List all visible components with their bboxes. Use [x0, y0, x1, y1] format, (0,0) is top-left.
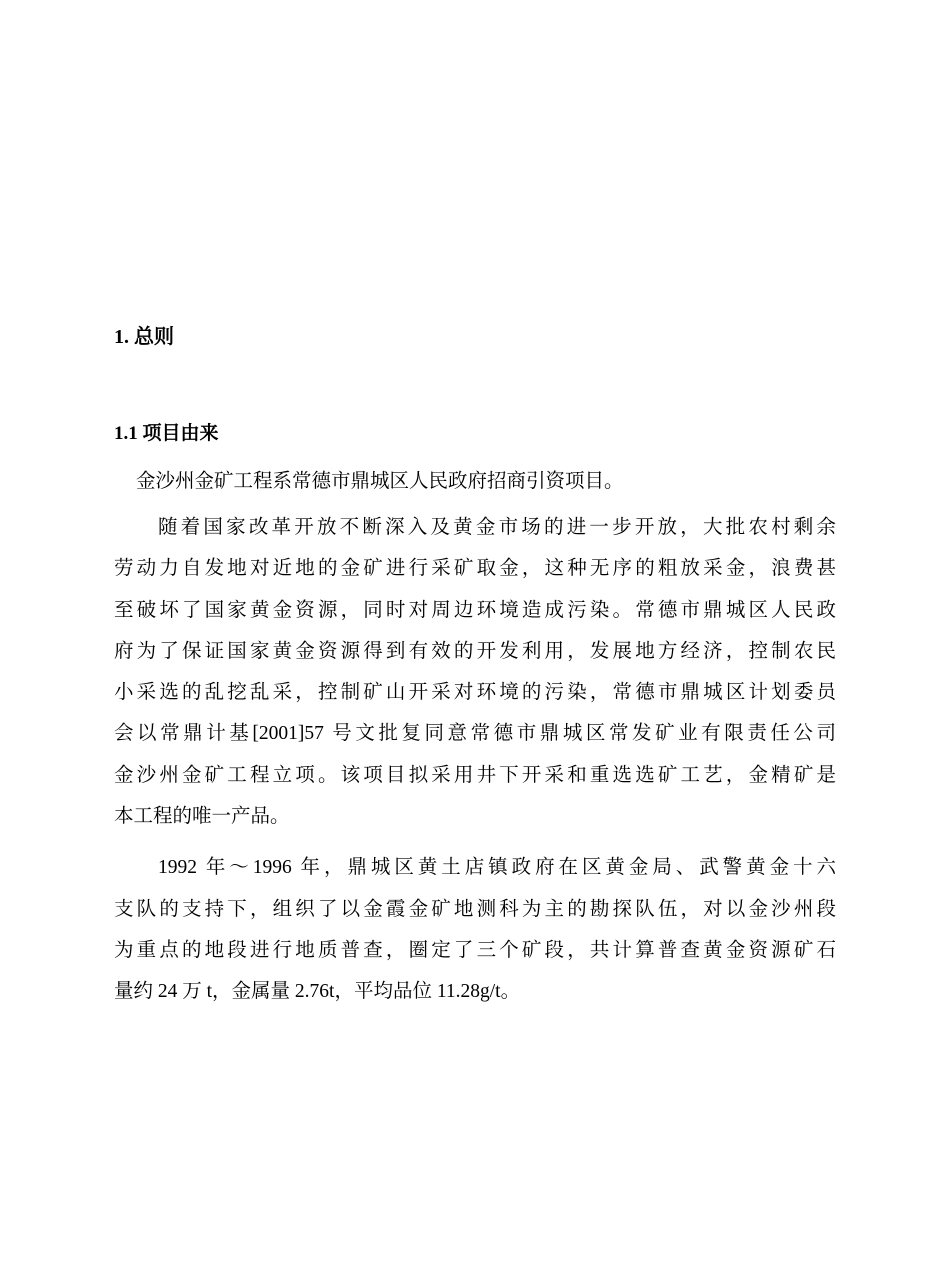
paragraph-line: 本工程的唯一产品。 — [114, 806, 290, 828]
paragraph-line: 为重点的地段进行地质普查，圈定了三个矿段，共计算普查黄金资源矿石 — [114, 939, 836, 961]
paragraph-line: 支队的支持下，组织了以金霞金矿地测科为主的勘探队伍，对以金沙州段 — [114, 898, 836, 920]
section-heading-general: 1. 总则 — [114, 326, 174, 348]
paragraph-line: 量约 24 万 t，金属量 2.76t，平均品位 11.28g/t。 — [114, 981, 521, 1003]
paragraph-line: 府为了保证国家黄金资源得到有效的开发利用，发展地方经济，控制农民 — [114, 640, 836, 662]
paragraph-line: 随着国家改革开放不断深入及黄金市场的进一步开放，大批农村剩余 — [158, 517, 836, 538]
paragraph-line: 至破坏了国家黄金资源，同时对周边环境造成污染。常德市鼎城区人民政 — [114, 599, 836, 621]
intro-paragraph: 金沙州金矿工程系常德市鼎城区人民政府招商引资项目。 — [136, 471, 624, 492]
paragraph-line: 1992 年～1996 年，鼎城区黄土店镇政府在区黄金局、武警黄金十六 — [158, 857, 836, 879]
subsection-heading-project-origin: 1.1 项目由来 — [114, 423, 219, 444]
paragraph-line: 小采选的乱挖乱采，控制矿山开采对环境的污染，常德市鼎城区计划委员 — [114, 682, 836, 704]
document-body — [114, 321, 836, 1013]
paragraph-line: 劳动力自发地对近地的金矿进行采矿取金，这种无序的粗放采金，浪费甚 — [114, 558, 836, 580]
paragraph-line: 会以常鼎计基[2001]57 号文批复同意常德市鼎城区常发矿业有限责任公司 — [114, 723, 836, 745]
paragraph-survey — [114, 847, 836, 1012]
paragraph-background — [114, 507, 836, 837]
paragraph-line: 金沙州金矿工程立项。该项目拟采用井下开采和重选选矿工艺，金精矿是 — [114, 764, 836, 786]
